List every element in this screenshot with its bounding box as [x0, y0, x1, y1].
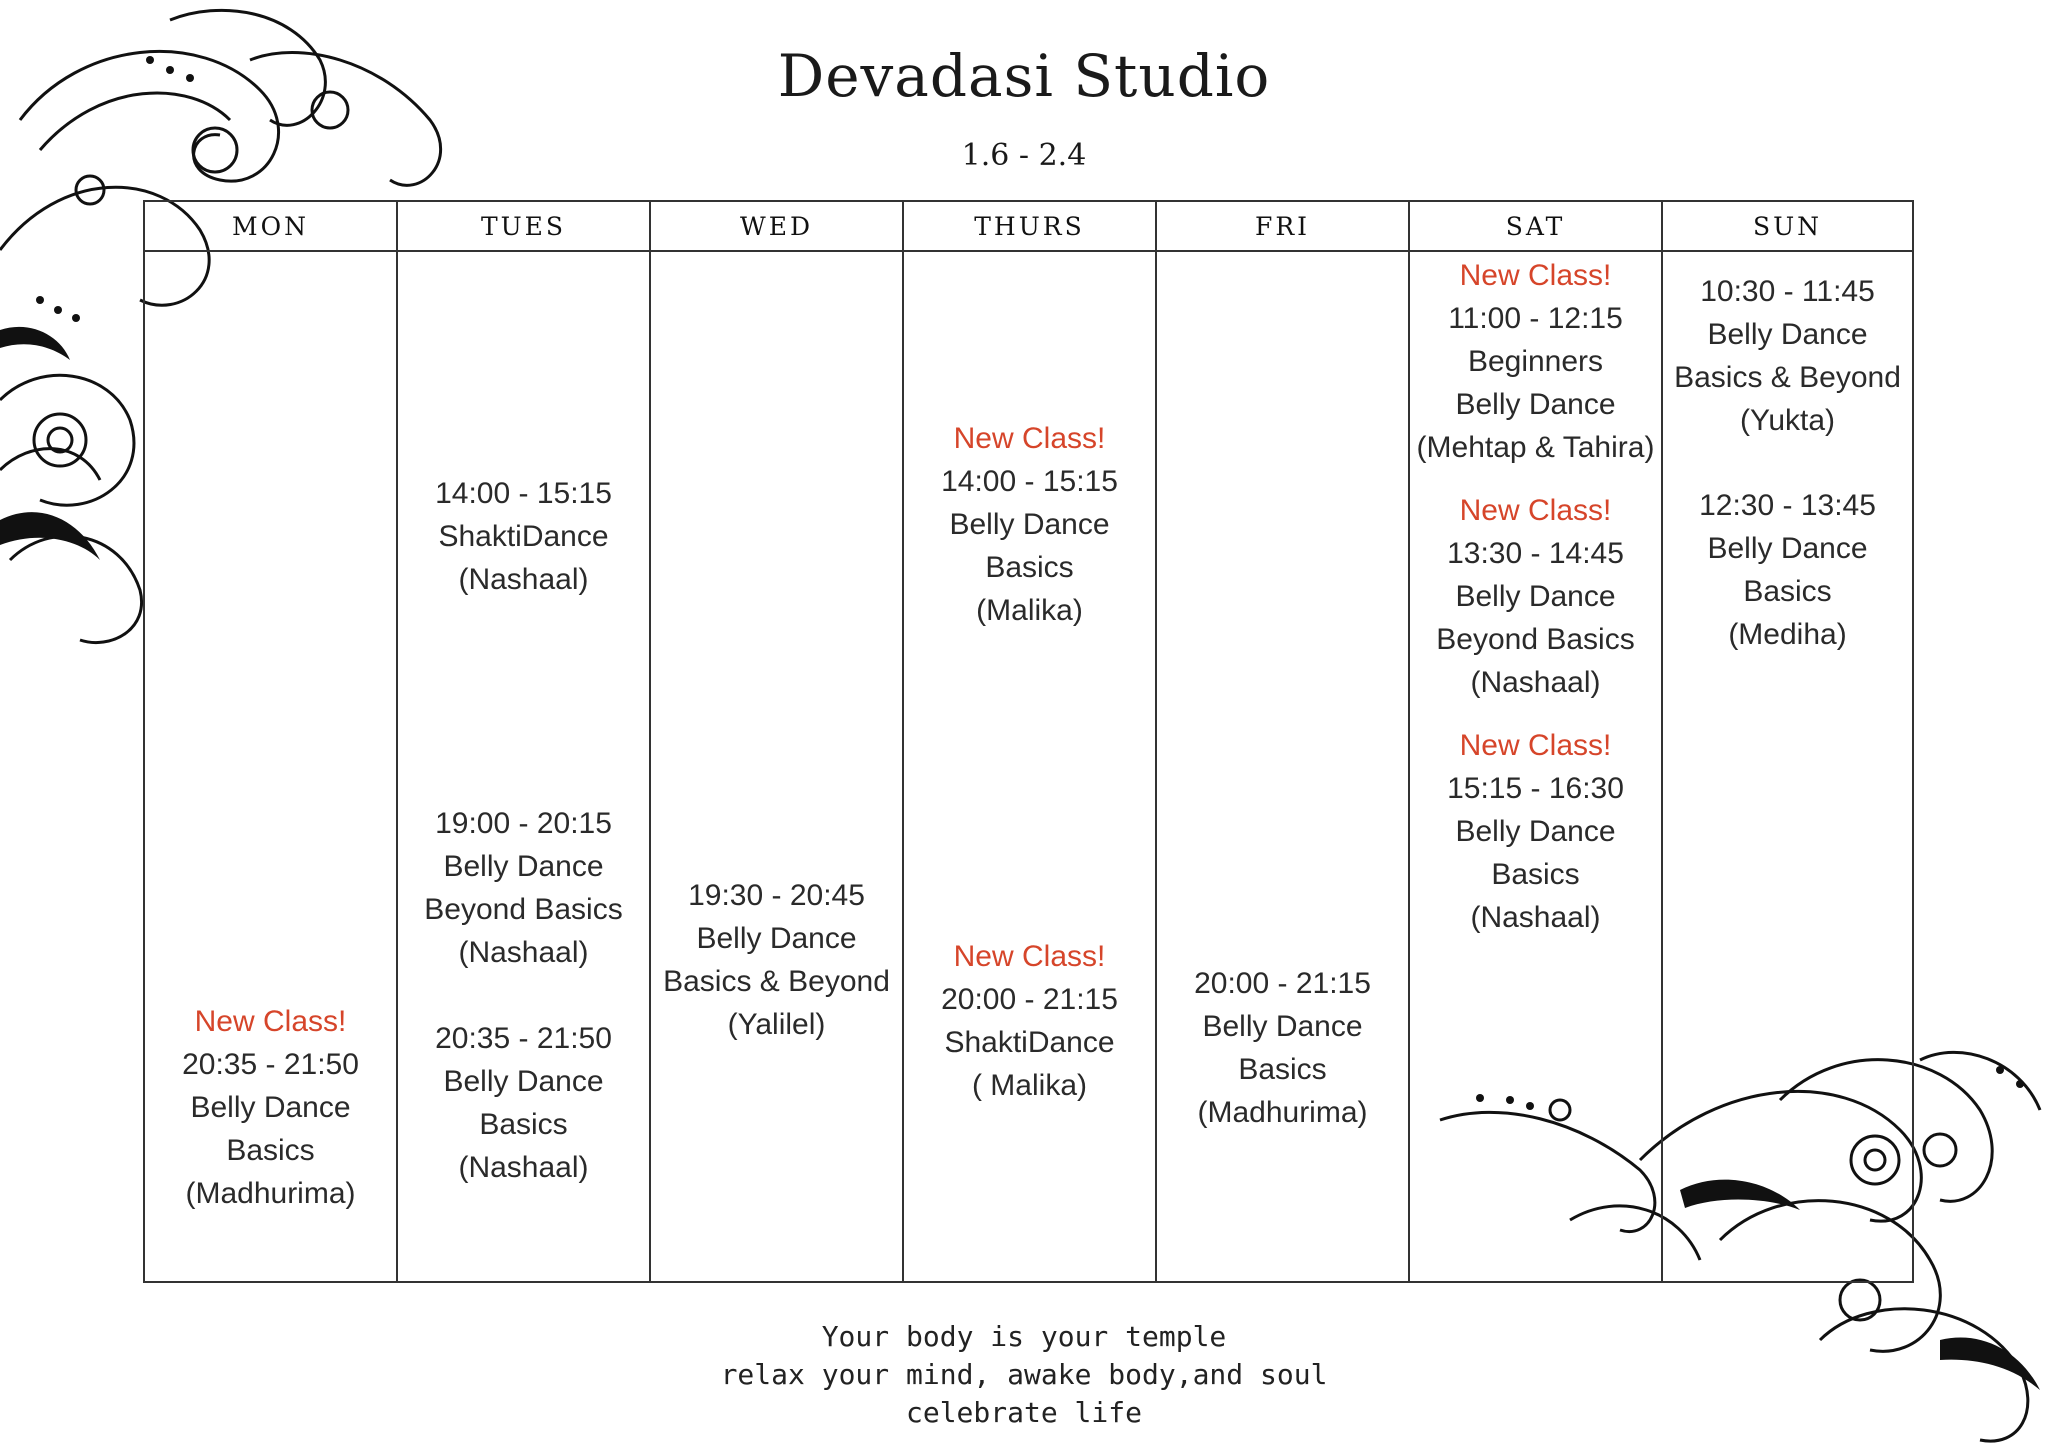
class-line: (Madhurima)	[185, 1177, 356, 1210]
day-column-tues	[398, 202, 651, 1281]
new-class-label: New Class!	[194, 1005, 347, 1038]
class-line: Basics	[1238, 1053, 1327, 1086]
class-line: (Nashaal)	[458, 1151, 589, 1184]
class-entry	[651, 874, 902, 1046]
class-line: Basics	[985, 551, 1074, 584]
class-entry	[904, 935, 1155, 1107]
class-line: (Mehtap & Tahira)	[1416, 431, 1655, 464]
class-line: (Nashaal)	[1470, 666, 1601, 699]
class-line: Belly Dance	[443, 1065, 604, 1098]
class-time: 19:30 - 20:45	[688, 879, 865, 912]
motto-line: Your body is your temple	[821, 1320, 1227, 1353]
class-line: Belly Dance	[1202, 1010, 1363, 1043]
class-line: Beyond Basics	[1436, 623, 1635, 656]
class-time: 20:00 - 21:15	[941, 983, 1118, 1016]
class-line: ShaktiDance	[438, 520, 609, 553]
class-time: 20:35 - 21:50	[182, 1048, 359, 1081]
class-line: Belly Dance	[1455, 815, 1616, 848]
class-line: Beyond Basics	[424, 893, 623, 926]
date-range: 1.6 - 2.4	[961, 138, 1087, 173]
class-entry	[1157, 962, 1408, 1134]
class-line: Belly Dance	[696, 922, 857, 955]
class-entry	[398, 802, 649, 974]
class-line: Belly Dance	[443, 850, 604, 883]
class-time: 14:00 - 15:15	[435, 477, 612, 510]
class-time: 10:30 - 11:45	[1700, 275, 1875, 308]
class-entry	[1410, 254, 1661, 469]
day-column-sat	[1410, 202, 1663, 1281]
class-time: 19:00 - 20:15	[435, 807, 612, 840]
class-line: Beginners	[1467, 345, 1604, 378]
day-column-mon	[145, 202, 398, 1281]
class-line: Basics & Beyond	[663, 965, 890, 998]
class-line: (Nashaal)	[1470, 901, 1601, 934]
class-time: 13:30 - 14:45	[1447, 537, 1624, 570]
class-line: (Nashaal)	[458, 936, 589, 969]
class-line: (Madhurima)	[1197, 1096, 1368, 1129]
day-header-wed: WED	[651, 202, 902, 252]
day-header-thurs: THURS	[904, 202, 1155, 252]
class-entry	[1663, 484, 1912, 656]
class-entry	[145, 1000, 396, 1215]
class-line: Basics	[226, 1134, 315, 1167]
new-class-label: New Class!	[953, 422, 1106, 455]
class-line: Belly Dance	[1455, 388, 1616, 421]
class-line: Belly Dance	[1707, 532, 1868, 565]
class-line: Basics & Beyond	[1674, 361, 1901, 394]
day-column-wed	[651, 202, 904, 1281]
class-line: Basics	[479, 1108, 568, 1141]
class-entry	[398, 472, 649, 601]
class-entry	[1410, 724, 1661, 939]
new-class-label: New Class!	[1459, 494, 1612, 527]
class-time: 12:30 - 13:45	[1699, 489, 1876, 522]
class-time: 15:15 - 16:30	[1447, 772, 1624, 805]
motto-line: relax your mind, awake body,and soul	[720, 1358, 1328, 1391]
class-time: 14:00 - 15:15	[941, 465, 1118, 498]
class-line: ( Malika)	[971, 1069, 1087, 1102]
class-line: Basics	[1491, 858, 1580, 891]
class-line: (Yukta)	[1739, 404, 1836, 437]
day-column-thurs	[904, 202, 1157, 1281]
class-line: (Nashaal)	[458, 563, 589, 596]
class-line: Belly Dance	[1707, 318, 1868, 351]
class-line: (Yalilel)	[727, 1008, 826, 1041]
class-line: (Mediha)	[1728, 618, 1847, 651]
day-header-fri: FRI	[1157, 202, 1408, 252]
class-line: (Malika)	[976, 594, 1083, 627]
footer-motto	[0, 1318, 2048, 1432]
day-header-mon: MON	[145, 202, 396, 252]
new-class-label: New Class!	[1459, 729, 1612, 762]
day-column-sun	[1663, 202, 1912, 1281]
class-time: 11:00 - 12:15	[1448, 302, 1623, 335]
class-line: Belly Dance	[1455, 580, 1616, 613]
studio-title: Devadasi Studio	[777, 42, 1271, 110]
day-column-fri	[1157, 202, 1410, 1281]
class-line: Belly Dance	[949, 508, 1110, 541]
class-time: 20:00 - 21:15	[1194, 967, 1371, 1000]
day-header-sun: SUN	[1663, 202, 1912, 252]
weekly-schedule-table	[143, 200, 1914, 1283]
day-header-tues: TUES	[398, 202, 649, 252]
class-line: Basics	[1743, 575, 1832, 608]
class-line: Belly Dance	[190, 1091, 351, 1124]
class-entry	[1663, 270, 1912, 442]
day-header-sat: SAT	[1410, 202, 1661, 252]
class-entry	[1410, 489, 1661, 704]
class-entry	[398, 1017, 649, 1189]
new-class-label: New Class!	[1459, 259, 1612, 292]
class-time: 20:35 - 21:50	[435, 1022, 612, 1055]
motto-line: celebrate life	[905, 1396, 1142, 1429]
class-entry	[904, 417, 1155, 632]
class-line: ShaktiDance	[944, 1026, 1115, 1059]
new-class-label: New Class!	[953, 940, 1106, 973]
